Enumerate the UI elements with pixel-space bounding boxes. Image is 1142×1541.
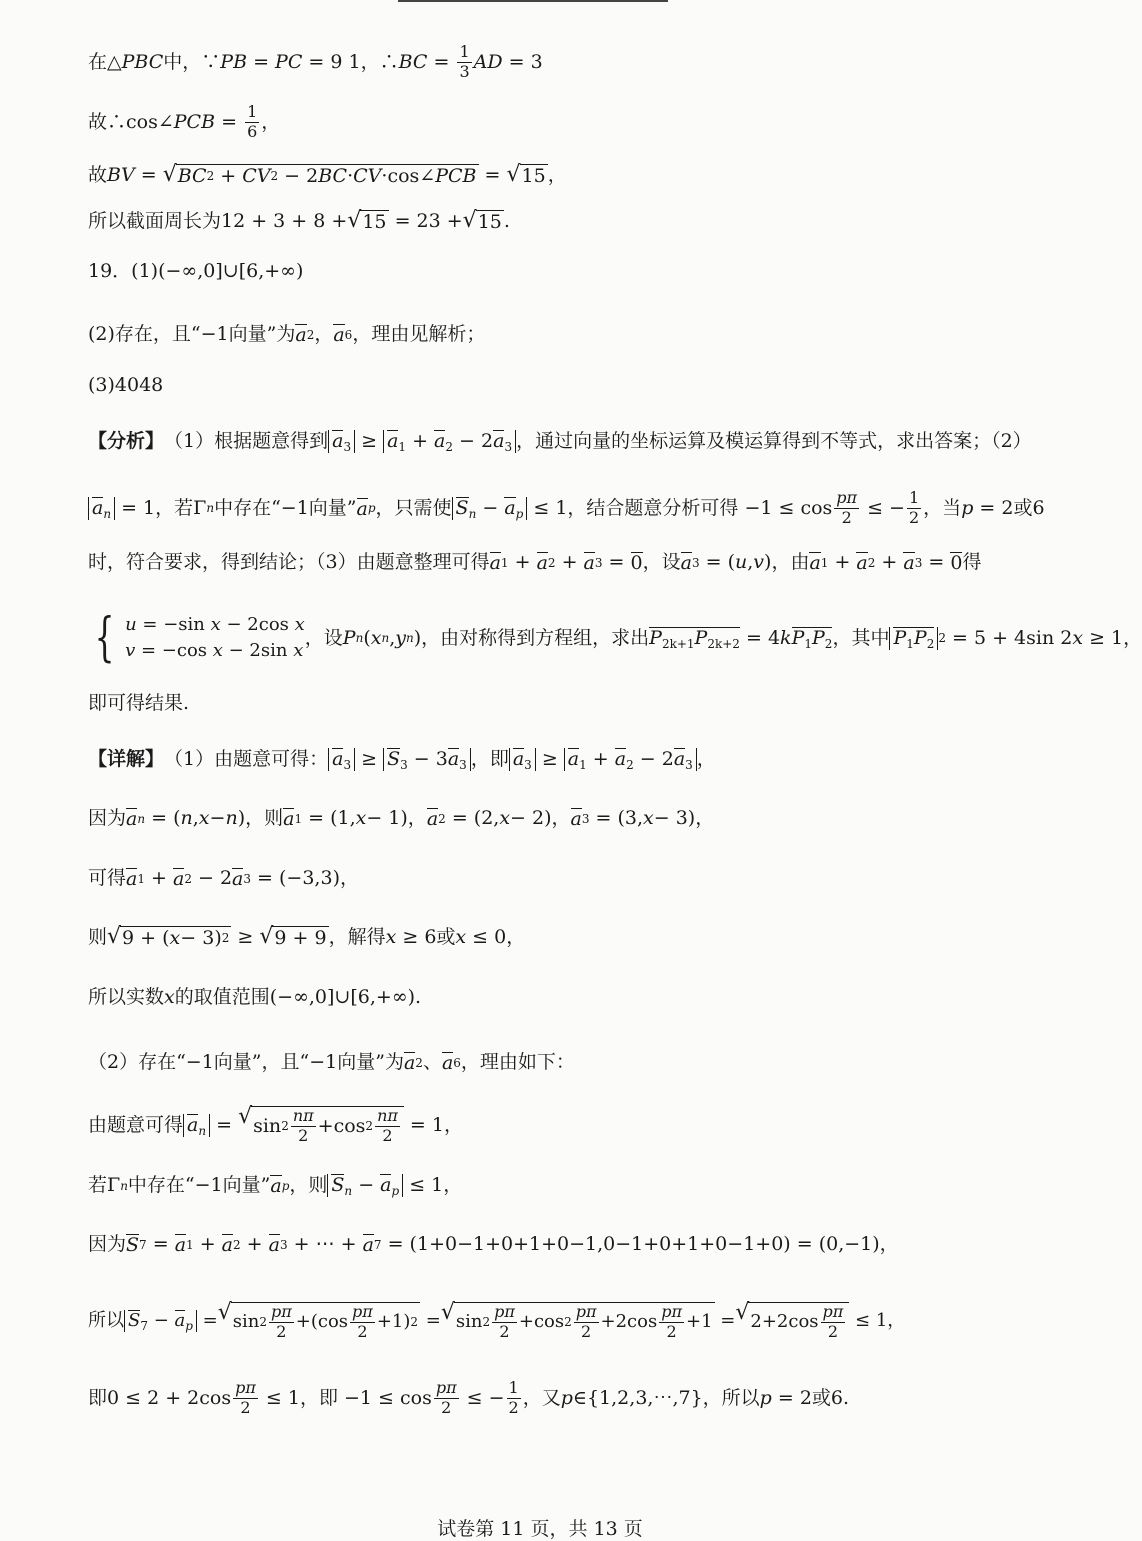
solution-line: 若Γ n 中存在“−1向量” a p ，则 $S_n - a_p$ ≤ 1， xyxy=(88,1174,463,1198)
solution-line: 可得 a 1 + a 2 − 2 a 3 = (−3,3)， xyxy=(88,867,359,890)
analysis-line: $a_n$ = 1，若Γ n 中存在“−1向量” a p ，只需使 $S_n - a_p$ ≤ 1，结合题意分析可得 −1 ≤ cos $\frac{p\pi}{2}$ ≤ − $\frac{1}{2}$ ，当 p = 2或6 xyxy=(88,490,1045,527)
text-line: 故∴cos∠ PCB = $\frac{1}{6}$ ， xyxy=(88,102,281,141)
answer-line: 19．(1)(−∞,0]∪[6,+∞) xyxy=(88,260,304,282)
analysis-line: 即可得结果. xyxy=(88,692,190,714)
solution-line: 由题意可得 $a_n$ = √ sin 2 $\frac{n\pi}{2}$ +cos 2 $\frac{n\pi}{2}$ = 1， xyxy=(88,1104,463,1145)
solution-line: 【详解】 （1）由题意可得： $a_3$ ≥ $S_3 - 3a_3$ ，即 $a_3$ ≥ $a_1 + a_2 - 2a_3$ ， xyxy=(88,748,716,772)
solution-line: 所以 $S_7 - a_p$ = √ sin 2 $\frac{p\pi}{2}$ +(cos $\frac{p\pi}{2}$ +1) 2 = √ sin 2 $\frac{p\pi}{2}$ +cos 2 $\frac{p\pi}{2}$ +2cos $\frac{p\pi}{2}$ +1 = √ 2+2cos $\frac{p\pi}{2}$ ≤ 1， xyxy=(88,1300,906,1341)
solution-line: 因为 S 7 = a 1 + a 2 + a 3 + ⋯ + a 7 = (1+0−1+0+1+0−1,0−1+0+1+0−1+0) = (0,−1)， xyxy=(88,1233,899,1256)
analysis-line: { u = −sin x − 2cos x v = −cos x − 2sin x ，设 P n ( x n , y n )，由对称得到方程组，求出 $P_{2k+1}P_{2k+2}$ = 4 k $P_1P_2$ ，其中 $P_1P_2$ 2 = 5 + 4sin 2 x ≥ 1， xyxy=(94,608,1142,668)
analysis-line: 【分析】 （1）根据题意得到 $a_3$ ≥ $a_1 + a_2 - 2a_3$ ，通过向量的坐标运算及模运算得到不等式，求出答案；（2） xyxy=(88,430,1032,454)
solution-line: 则 √ 9 + ( x − 3) 2 ≥ √ 9 + 9 ，解得 x ≥ 6或 x ≤ 0， xyxy=(88,924,526,949)
top-rule xyxy=(398,0,668,2)
text-line: 故 BV = √ BC 2 + CV 2 − 2 BC · CV ·cos∠ PCB = √ 15 ， xyxy=(88,162,567,187)
answer-line: (3)4048 xyxy=(88,374,164,396)
solution-line: （2）存在“−1向量”，且“−1向量”为 a 2 、 a 6 ，理由如下： xyxy=(88,1051,575,1074)
analysis-line: 时，符合要求，得到结论；（3）由题意整理可得 a 1 + a 2 + a 3 = 0 ，设 a 3 = ( u , v )，由 a 1 + a 2 + a 3 = 0 得 xyxy=(88,551,982,574)
solution-line: 因为 a n = ( n , x − n )，则 a 1 = (1, x − 1)， a 2 = (2, x − 2)， a 3 = (3, x − 3)， xyxy=(88,807,715,830)
answer-line: (2)存在，且“−1向量”为 a 2 ， a 6 ，理由见解析； xyxy=(88,323,486,346)
solution-line: 所以实数 x 的取值范围(−∞,0]∪[6,+∞). xyxy=(88,986,422,1008)
solution-line: 即0 ≤ 2 + 2cos $\frac{p\pi}{2}$ ≤ 1，即 −1 ≤ cos $\frac{p\pi}{2}$ ≤ − $\frac{1}{2}$ ，又 p ∈{1,2,3,⋯,7}，所以 p = 2或6. xyxy=(88,1378,850,1417)
text-line: 所以截面周长为12 + 3 + 8 + √ 15 = 23 + √ 15 . xyxy=(88,208,510,233)
text-line: 在△ PBC 中，∵ PB = PC = 9 1，∴ BC = $\frac{1}{3}$ AD = 3 xyxy=(88,42,543,81)
page-footer: 试卷第 11 页，共 13 页 xyxy=(437,1518,643,1540)
